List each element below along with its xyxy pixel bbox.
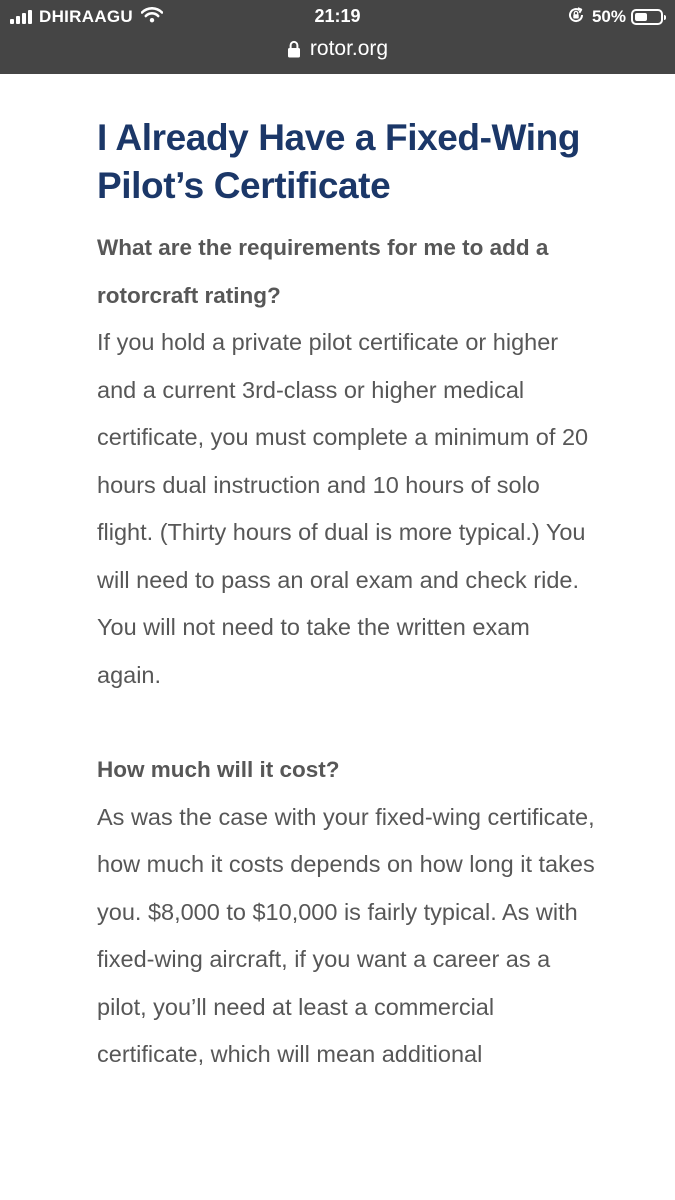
section-spacer bbox=[97, 699, 597, 746]
browser-top-bar bbox=[0, 0, 675, 74]
lock-icon bbox=[287, 40, 301, 58]
carrier-name: DHIRAAGU bbox=[39, 7, 134, 26]
battery-fill bbox=[635, 13, 647, 21]
battery-percent: 50% bbox=[591, 7, 626, 26]
section-body: As was the case with your fixed-wing certificate, how much it costs depends on how long it takes you. $8,000 to $10,000 is fairly typical. As with fixed-wing aircraft, if you want a career as a pilot, you’ll need at least a commercial certificate, which will mean additional bbox=[97, 803, 595, 1067]
status-bar bbox=[0, 0, 675, 34]
battery-icon bbox=[631, 9, 663, 25]
battery-group bbox=[567, 6, 663, 28]
url-text: rotor.org bbox=[309, 37, 389, 60]
article bbox=[97, 114, 597, 1079]
clock: 21:19 bbox=[314, 6, 361, 26]
rotation-lock-icon bbox=[567, 6, 585, 29]
address-bar[interactable] bbox=[0, 34, 675, 64]
section-body: If you hold a private pilot certificate or higher and a current 3rd-class or higher medical certificate, you must complete a minimum of 20 hours dual instruction and 10 hours of solo flight. (Thirty hours of dual is more typical.) You will need to pass an oral exam and check ride. You will not need to take the written exam again. bbox=[97, 329, 589, 688]
faq-section-cost bbox=[97, 746, 597, 1079]
faq-section-requirements bbox=[97, 224, 597, 699]
section-heading: How much will it cost? bbox=[97, 757, 340, 782]
section-heading: What are the requirements for me to add a rotorcraft rating? bbox=[97, 235, 549, 308]
page-title: I Already Have a Fixed-Wing Pilot’s Certificate bbox=[97, 117, 581, 206]
